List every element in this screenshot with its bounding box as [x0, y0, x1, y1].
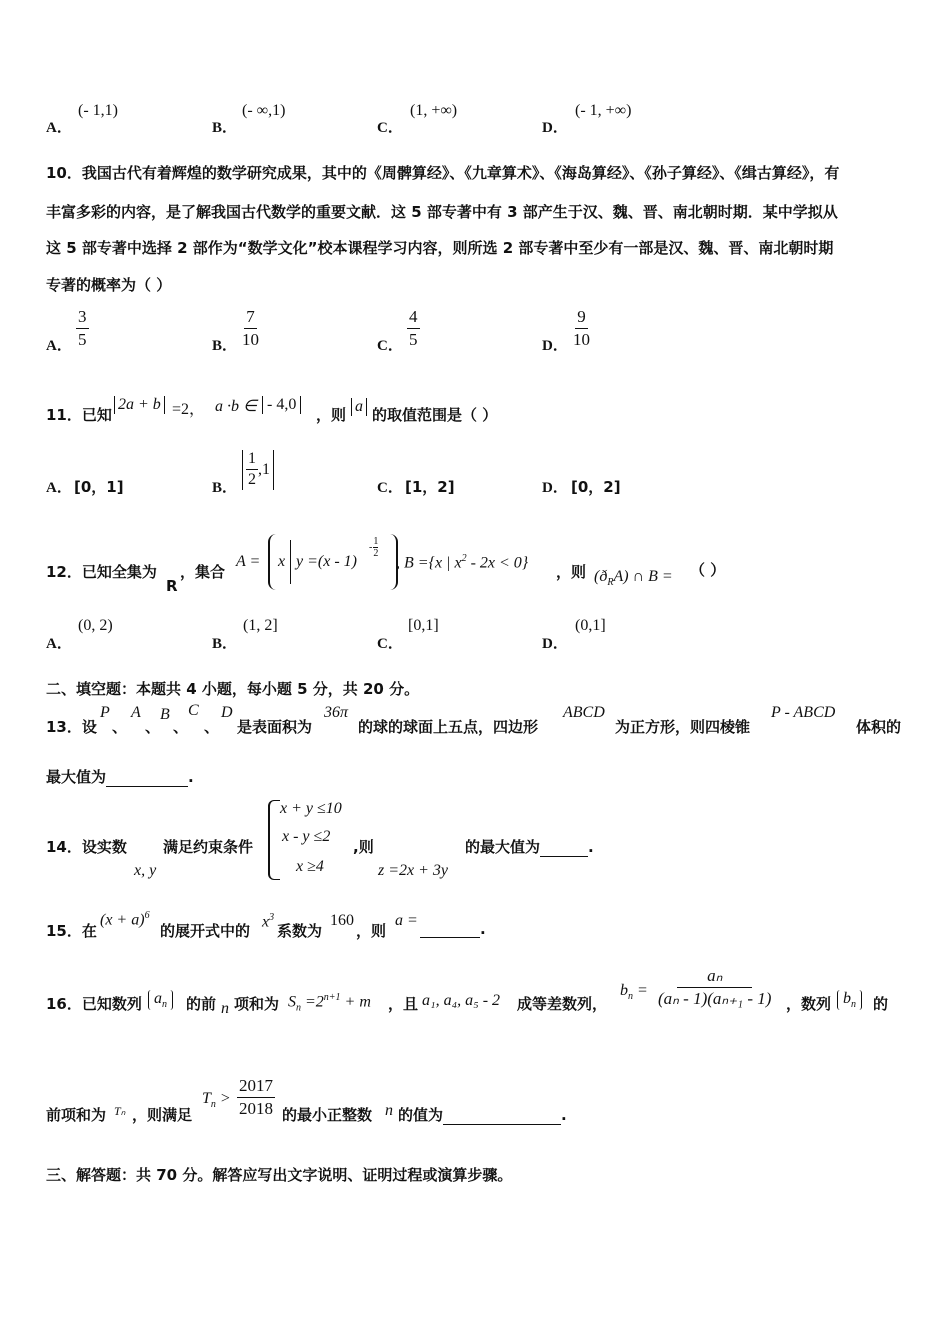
q16-text-7: ，则满足 [132, 1106, 193, 1124]
q13-text-3: 为正方形，则四棱锥 [615, 718, 751, 736]
q11-option-a-label: A． [46, 480, 72, 496]
q16-bn-fraction: $\frac{\text{aₙ}}{\text{(aₙ - 1)(aₙ₊₁ - 1)}}$ [658, 966, 772, 1008]
q16-line-2-prefix: 前项和为 [46, 1106, 107, 1124]
q10-line-1: 10．我国古代有着辉煌的数学研究成果，其中的《周髀算经》、《九章算术》、《海岛算经》、《孙子算经》、《缉古算经》，有 [46, 164, 840, 182]
q13-sep-3: 、 [173, 718, 189, 736]
q14-text-3: 的最大值为 . [465, 838, 594, 856]
q14-text-1: 满足约束条件 [163, 838, 254, 856]
q16-text-9: 的值为 . [398, 1106, 567, 1124]
q14-constraint-2: x - y ≤2 [282, 828, 331, 845]
q16-sum-formula: $S_n =2^{n+1} + m$ [288, 992, 371, 1014]
q13-line-2: 最大值为 . [46, 768, 194, 786]
q12-expression: $(ð_RA)$ ∩ B = [594, 568, 673, 589]
q12-option-a-label: A． [46, 636, 72, 652]
q16-text-1: 的前 [186, 995, 217, 1013]
q10-line-2: 丰富多彩的内容，是了解我国古代数学的重要文献．这 5 部专著中有 3 部产生于汉、魏、晋、南北朝时期．某中学拟从 [46, 203, 838, 221]
q12-option-d-label: D． [542, 636, 568, 652]
q11-then: ，则 [316, 406, 347, 424]
q13-surface-area: 36π [324, 704, 349, 721]
q12-set-a-condition: y =(x - 1) [296, 553, 357, 570]
q9-option-c-label: C． [377, 120, 403, 136]
q16-text-4: 成等差数列， [517, 995, 608, 1013]
q11-abs-a: a [351, 398, 367, 416]
q12-option-a-value: (0, 2) [78, 617, 113, 634]
q14-variables: x, y [134, 862, 157, 879]
q12-set-word: ，集合 [180, 563, 226, 581]
q13-point-c: C [188, 702, 199, 719]
q14-constraint-brace [268, 800, 280, 880]
q14-objective: z =2x + 3y [378, 862, 449, 879]
q11-option-c-label: C． [377, 480, 403, 496]
q11-suffix: 的取值范围是（ ） [372, 406, 498, 424]
q13-text-2: 的球的球面上五点，四边形 [358, 718, 539, 736]
q13-answer-blank[interactable] [106, 772, 188, 787]
q12-set-a-label: A = [236, 553, 261, 570]
q16-text-5: ，数列 [786, 995, 832, 1013]
q10-line-3: 这 5 部专著中选择 2 部作为“数学文化”校本课程学习内容，则所选 2 部专著中至少有一部是汉、魏、晋、南北朝时期 [46, 239, 834, 257]
q14-constraint-1: x + y ≤10 [280, 800, 342, 817]
q11-cond1-rhs: =2， [172, 401, 206, 418]
q12-option-b-value: (1, 2] [243, 617, 278, 634]
q13-text-1: 是表面积为 [237, 718, 313, 736]
q11-option-c-value: [1，2] [405, 478, 455, 496]
q16-text-6: 的 [873, 995, 889, 1013]
q10-line-4: 专著的概率为（ ） [46, 276, 172, 294]
q13-sep-1: 、 [112, 718, 128, 736]
q16-text-3: ，且 [388, 995, 419, 1013]
q12-set-a-var: x [278, 553, 286, 570]
q16-threshold-fraction: $\frac{2017}{2018}$ [239, 1076, 273, 1118]
q12-universal-set: R [166, 577, 178, 595]
q11-option-b-label: B． [212, 480, 238, 496]
q11-option-d-label: D． [542, 480, 568, 496]
q12-then: ，则 [556, 563, 587, 581]
q13-quadrilateral: ABCD [563, 704, 605, 721]
q16-text-8: 的最小正整数 [282, 1106, 373, 1124]
q13-prefix: 13．设 [46, 718, 97, 736]
q10-option-b-label: B． [212, 338, 238, 354]
q15-blank-line: . [420, 920, 486, 938]
q10-option-d-label: D． [542, 338, 568, 354]
q10-option-a-label: A． [46, 338, 72, 354]
q13-point-d: D [221, 704, 233, 721]
q13-pyramid: P - ABCD [771, 704, 836, 721]
q15-text-2: 系数为 [277, 922, 323, 940]
q10-option-b-fraction: $\frac{7}{10}$ [242, 307, 259, 349]
q9-option-b-label: B． [212, 120, 238, 136]
q11-option-d-value: [0，2] [571, 478, 621, 496]
q11-abs-2a-plus-b: 2a + b [114, 396, 165, 414]
q10-option-c-fraction: $\frac{4}{5}$ [409, 307, 418, 349]
q16-sequence-a: $a_n$ [148, 990, 173, 1010]
q14-prefix: 14．设实数 [46, 838, 127, 856]
q13-text-4: 体积的 [856, 718, 902, 736]
q14-text-2: ,则 [353, 838, 374, 856]
q12-set-a-exponent: - 1 2 [369, 536, 379, 559]
q15-coefficient: 160 [330, 912, 354, 929]
q12-option-c-label: C． [377, 636, 403, 652]
q16-terms: a₁, a₄, a₅ - 2 [422, 992, 501, 1009]
q12-prefix: 12．已知全集为 [46, 563, 157, 581]
q12-answer-paren: （ ） [690, 561, 726, 579]
q13-sep-2: 、 [145, 718, 161, 736]
q15-text-1: 的展开式中的 [160, 922, 251, 940]
q10-option-c-label: C． [377, 338, 403, 354]
q9-option-d-value: (- 1, +∞) [575, 102, 632, 119]
q15-text-3: ，则 [356, 922, 387, 940]
section-2-heading: 二、填空题：本题共 4 小题，每小题 5 分，共 20 分。 [46, 680, 420, 698]
q15-answer-blank[interactable] [420, 923, 480, 938]
q9-option-c-value: (1, +∞) [410, 102, 458, 119]
q11-prefix: 11．已知 [46, 406, 112, 424]
q16-tn: Tₙ [114, 1104, 126, 1118]
q16-n: n [221, 1000, 229, 1017]
q10-option-a-fraction: $\frac{3}{5}$ [78, 307, 87, 349]
q11-dot-product: a ·b ∈ [215, 398, 257, 415]
q13-point-p: P [100, 704, 110, 721]
q16-sequence-b: $b_n$ [837, 990, 862, 1010]
q11-option-a-value: [0，1] [74, 478, 124, 496]
q11-range: - 4,0 [262, 396, 301, 414]
q15-variable-a: a = [395, 912, 418, 929]
q16-answer-blank[interactable] [443, 1110, 561, 1125]
q14-answer-blank[interactable] [540, 842, 588, 857]
q10-option-d-fraction: $\frac{9}{10}$ [573, 307, 590, 349]
q12-option-b-label: B． [212, 636, 238, 652]
q11-option-b-value: $\frac{1}{2}$ ,1 [242, 450, 274, 490]
q15-prefix: 15．在 [46, 922, 97, 940]
q13-sep-4: 、 [204, 718, 220, 736]
section-3-heading: 三、解答题：共 70 分。解答应写出文字说明、证明过程或演算步骤。 [46, 1166, 513, 1184]
q12-option-d-value: (0,1] [575, 617, 606, 634]
q16-text-2: 项和为 [234, 995, 280, 1013]
q13-point-b: B [160, 706, 170, 723]
q16-bn: $b_n$ = [620, 982, 648, 1003]
q15-binomial: $(x + a)^6$ [100, 910, 150, 929]
q13-point-a: A [131, 704, 141, 721]
q9-option-a-value: (- 1,1) [78, 102, 118, 119]
q9-option-d-label: D． [542, 120, 568, 136]
q15-term: $x^3$ [262, 912, 275, 931]
q16-n-2: n [385, 1102, 393, 1119]
q12-set-a-divider [290, 540, 291, 584]
q12-set-b: , B ={x | $x^2 - 2x < 0$} [396, 553, 529, 572]
q9-option-b-value: (- ∞,1) [242, 102, 286, 119]
q16-tn-inequality: $T_n$ > [202, 1090, 231, 1111]
q14-constraint-3: x ≥4 [296, 858, 324, 875]
q9-option-a-label: A． [46, 120, 72, 136]
q12-option-c-value: [0,1] [408, 617, 439, 634]
q16-prefix: 16．已知数列 [46, 995, 142, 1013]
